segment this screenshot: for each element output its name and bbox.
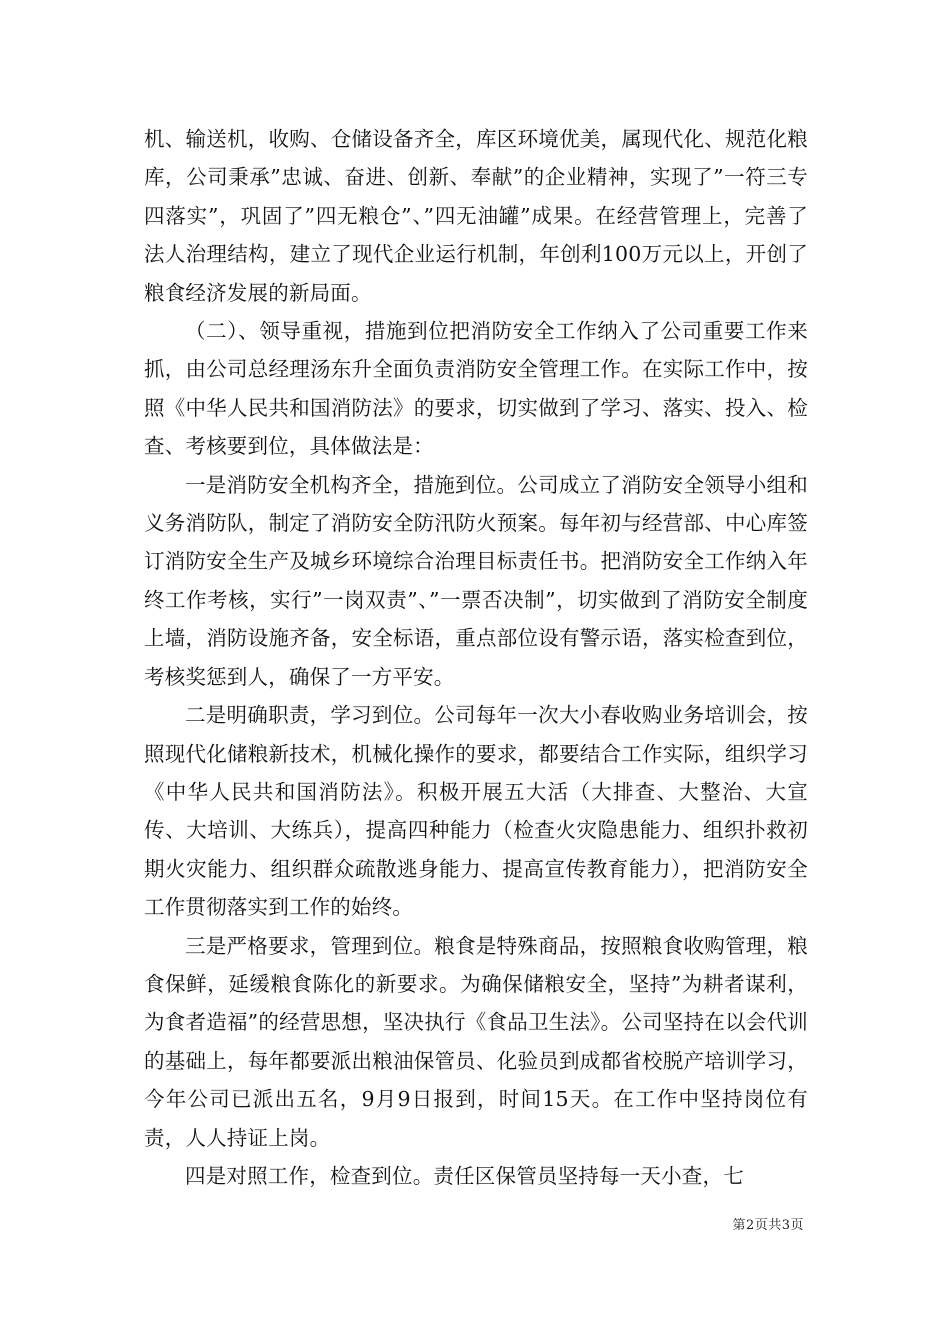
document-body [144,120,808,1195]
paragraph-point-four: 四是对照工作，检查到位。责任区保管员坚持每一天小查，七 [185,1163,744,1188]
paragraph-continuation: 机、输送机，收购、仓储设备齐全，库区环境优美，属现代化、规范化粮库，公司秉承”忠诚、奋进、创新、奉献”的企业精神，实现了”一符三专四落实”，巩固了”四无粮仓”、”四无油罐”成果。在经营管理上，完善了法人治理结构，建立了现代企业运行机制，年创利100万元以上，开创了粮食经济发展的新局面。 [144,127,808,305]
paragraph-point-one: 一是消防安全机构齐全，措施到位。公司成立了消防安全领导小组和义务消防队，制定了消防安全防汛防火预案。每年初与经营部、中心库签订消防安全生产及城乡环境综合治理目标责任书。把消防安全工作纳入年终工作考核，实行”一岗双责”、”一票否决制”，切实做到了消防安全制度上墙，消防设施齐备，安全标语，重点部位设有警示语，落实检查到位，考核奖惩到人，确保了一方平安。 [144,472,808,689]
page-number-footer: 第2页共3页 [732,1218,804,1233]
paragraph-point-two: 二是明确职责，学习到位。公司每年一次大小春收购业务培训会，按照现代化储粮新技术，机械化操作的要求，都要结合工作实际，组织学习《中华人民共和国消防法》。积极开展五大活（大排查、大整治、大宣传、大培训、大练兵），提高四种能力（检查火灾隐患能力、组织扑救初期火灾能力、组织群众疏散逃身能力、提高宣传教育能力），把消防安全工作贯彻落实到工作的始终。 [144,703,808,920]
paragraph-point-three: 三是严格要求，管理到位。粮食是特殊商品，按照粮食收购管理，粮食保鲜，延缓粮食陈化的新要求。为确保储粮安全，坚持”为耕者谋利，为食者造福”的经营思想，坚决执行《食品卫生法》。公司坚持在以会代训的基础上，每年都要派出粮油保管员、化验员到成都省校脱产培训学习，今年公司已派出五名，9月9日报到，时间15天。在工作中坚持岗位有责，人人持证上岗。 [144,933,808,1150]
paragraph-leadership: （二）、领导重视，措施到位把消防安全工作纳入了公司重要工作来抓，由公司总经理汤东升全面负责消防安全管理工作。在实际工作中，按照《中华人民共和国消防法》的要求，切实做到了学习、落实、投入、检查、考核要到位，具体做法是： [144,319,808,459]
